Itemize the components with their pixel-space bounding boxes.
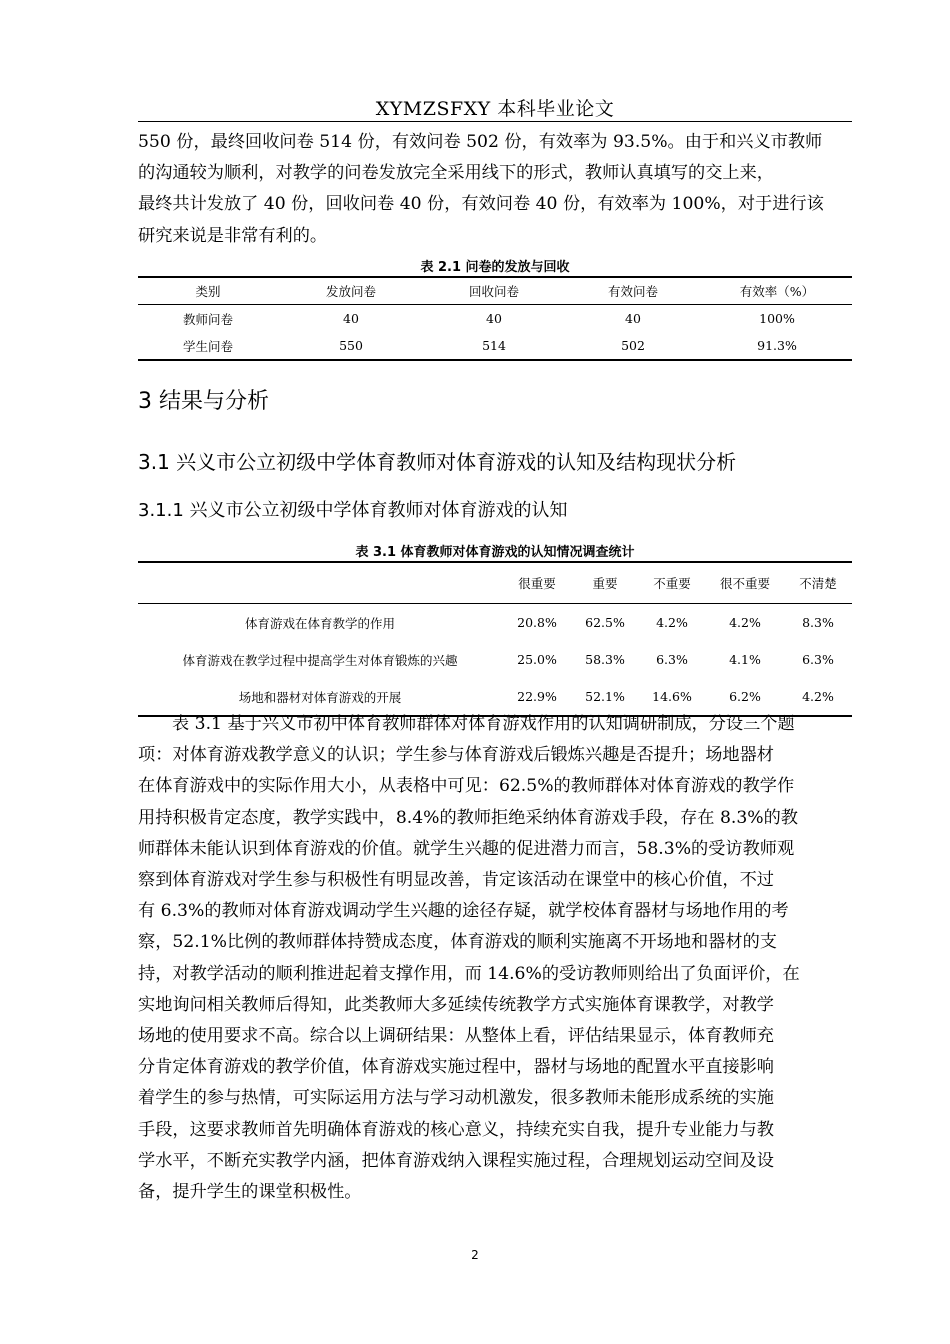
table2-caption: 表 3.1 体育教师对体育游戏的认知情况调查统计	[355, 545, 635, 560]
table-cell: 58.3%	[585, 652, 625, 667]
table-header-cell	[138, 562, 502, 604]
section-heading: 3 结果与分析	[138, 389, 269, 414]
intro-paragraph	[138, 127, 852, 252]
table-cell: 学生问卷	[182, 338, 233, 354]
paragraph-line: 550 份，最终回收问卷 514 份，有效问卷 502 份，有效率为 93.5%。由于和兴义市教师	[138, 132, 823, 152]
table-header-cell: 回收问卷	[424, 277, 564, 305]
table-cell: 体育游戏在体育教学的作用	[244, 615, 395, 631]
subsubsection-heading: 3.1.1 兴义市公立初级中学体育教师对体育游戏的认知	[138, 500, 568, 521]
analysis-paragraph	[138, 709, 852, 1208]
table-header-cell: 不重要	[638, 562, 706, 604]
table-cell: 14.6%	[652, 689, 692, 704]
table-cell: 514	[482, 338, 506, 353]
table-cell: 4.1%	[729, 652, 761, 667]
table1-caption: 表 2.1 问卷的发放与回收	[420, 260, 570, 275]
table-cell: 4.2%	[656, 615, 688, 630]
paragraph-line: 场地的使用要求不高。综合以上调研结果：从整体上看，评估结果显示，体育教师充	[138, 1026, 774, 1047]
paragraph-line: 研究来说是非常有利的。	[138, 225, 328, 246]
table-row	[138, 332, 852, 360]
table-cell: 502	[621, 338, 645, 353]
table-cell: 40	[486, 311, 502, 326]
paragraph-line: 着学生的参与热情，可实际运用方法与学习动机激发，很多教师未能形成系统的实施	[138, 1088, 774, 1109]
table-cell: 4.2%	[802, 689, 834, 704]
table-cell: 91.3%	[757, 338, 797, 353]
table-cell: 62.5%	[585, 615, 625, 630]
table-cell: 22.9%	[517, 689, 557, 704]
table-header-cell: 重要	[572, 562, 638, 604]
table-cell: 6.2%	[729, 689, 761, 704]
table-header-cell: 发放问卷	[278, 277, 424, 305]
table-cell: 体育游戏在教学过程中提高学生对体育锻炼的兴趣	[182, 652, 458, 668]
paragraph-line: 的沟通较为顺利，对教学的问卷发放完全采用线下的形式，教师认真填写的交上来，	[138, 163, 774, 184]
questionnaire-table	[138, 276, 852, 361]
table-cell: 场地和器材对体育游戏的开展	[238, 689, 402, 705]
table-row	[138, 604, 852, 642]
subsection-heading: 3.1 兴义市公立初级中学体育教师对体育游戏的认知及结构现状分析	[138, 450, 737, 474]
paragraph-line: 用持积极肯定态度，教学实践中，8.4%的教师拒绝采纳体育游戏手段，存在 8.3%的教	[138, 807, 798, 828]
table-row	[138, 641, 852, 678]
table-header-cell: 不清楚	[784, 562, 852, 604]
table-header-row	[138, 562, 852, 604]
running-header: XYMZSFXY 本科毕业论文	[375, 98, 615, 120]
table-header-row	[138, 277, 852, 305]
paragraph-line: 备，提升学生的课堂积极性。	[138, 1182, 362, 1203]
table-cell: 52.1%	[585, 689, 625, 704]
page-number: 2	[471, 1248, 479, 1262]
paragraph-line: 学水平，不断充实教学内涵，把体育游戏纳入课程实施过程，合理规划运动空间及设	[138, 1150, 774, 1171]
header-rule	[138, 121, 852, 122]
paragraph-line: 有 6.3%的教师对体育游戏调动学生兴趣的途径存疑，就学校体育器材与场地作用的考	[138, 901, 789, 922]
cognition-survey-table	[138, 561, 852, 717]
table-cell: 6.3%	[656, 652, 688, 667]
paragraph-line: 在体育游戏中的实际作用大小，从表格中可见：62.5%的教师群体对体育游戏的教学作	[138, 776, 795, 797]
table-cell: 550	[339, 338, 363, 353]
table-header-cell: 很重要	[502, 562, 572, 604]
table-cell: 100%	[759, 311, 795, 326]
paragraph-line: 持，对教学活动的顺利推进起着支撑作用，而 14.6%的受访教师则给出了负面评价，在	[138, 963, 800, 984]
paragraph-line: 项：对体育游戏教学意义的认识；学生参与体育游戏后锻炼兴趣是否提升；场地器材	[138, 745, 774, 766]
table-cell: 20.8%	[517, 615, 557, 630]
table-cell: 4.2%	[729, 615, 761, 630]
table-row	[138, 305, 852, 333]
paragraph-line: 最终共计发放了 40 份，回收问卷 40 份，有效问卷 40 份，有效率为 100%，对于进行该	[138, 194, 824, 215]
table-header-cell: 很不重要	[706, 562, 784, 604]
table-cell: 教师问卷	[182, 311, 233, 327]
paragraph-line: 分肯定体育游戏的教学价值，体育游戏实施过程中，器材与场地的配置水平直接影响	[138, 1057, 774, 1078]
table-cell: 40	[625, 311, 641, 326]
table-cell: 6.3%	[802, 652, 834, 667]
table-header-cell: 有效率（%）	[702, 277, 852, 305]
table-cell: 8.3%	[802, 615, 834, 630]
paragraph-line: 察到体育游戏对学生参与积极性有明显改善，肯定该活动在课堂中的核心价值，不过	[138, 870, 774, 891]
paragraph-line: 实地询问相关教师后得知，此类教师大多延续传统教学方式实施体育课教学，对教学	[138, 994, 774, 1015]
paragraph-line: 手段，这要求教师首先明确体育游戏的核心意义，持续充实自我，提升专业能力与教	[138, 1119, 774, 1140]
table-header-cell: 有效问卷	[564, 277, 702, 305]
table-cell: 25.0%	[517, 652, 557, 667]
paragraph-line: 表 3.1 基于兴义市初中体育教师群体对体育游戏作用的认知调研制成，分设三个题	[172, 714, 795, 734]
table-header-cell: 类别	[138, 277, 278, 305]
paragraph-line: 察，52.1%比例的教师群体持赞成态度，体育游戏的顺利实施离不开场地和器材的支	[138, 932, 777, 953]
paragraph-line: 师群体未能认识到体育游戏的价值。就学生兴趣的促进潜力而言，58.3%的受访教师观	[138, 838, 795, 859]
table-cell: 40	[343, 311, 359, 326]
